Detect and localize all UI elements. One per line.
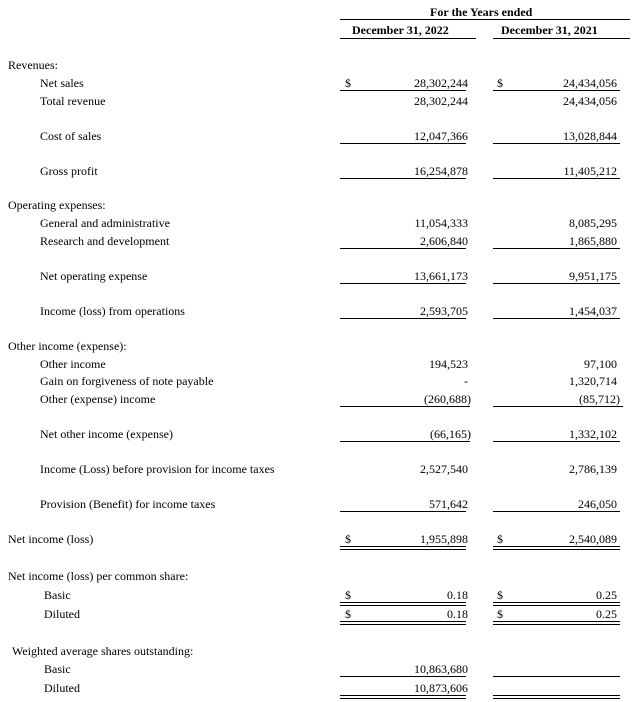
row-label: Total revenue [40, 94, 106, 108]
value-2022: 11,054,333 [414, 216, 468, 230]
currency-symbol: $ [497, 588, 503, 602]
row-label: Other income [40, 357, 106, 371]
value-2021: 24,434,056 [563, 76, 617, 90]
double-rule [340, 695, 466, 699]
section-revenues: Revenues: [8, 58, 58, 72]
currency-symbol: $ [497, 607, 503, 621]
row-label: Basic [44, 662, 71, 676]
value-2022: 10,873,606 [414, 681, 468, 695]
double-rule [493, 546, 620, 550]
rule [493, 441, 620, 442]
currency-symbol: $ [345, 607, 351, 621]
row-label: Gain on forgiveness of note payable [40, 374, 214, 388]
value-2021: 13,028,844 [563, 129, 617, 143]
value-2021: 1,454,037 [569, 304, 617, 318]
value-2021: 97,100 [584, 357, 617, 371]
rule [493, 318, 620, 319]
row-label: Gross profit [40, 164, 98, 178]
row-label: Basic [44, 588, 71, 602]
value-2022: 28,302,244 [414, 94, 468, 108]
value-2022: 0.18 [447, 607, 468, 621]
currency-symbol: $ [345, 588, 351, 602]
value-2021: 1,320,714 [569, 374, 617, 388]
col-rule-2021 [493, 38, 630, 39]
row-label-net-income: Net income (loss) [8, 532, 94, 546]
rule [340, 318, 466, 319]
value-2021: 9,951,175 [569, 269, 617, 283]
value-2021: 8,085,295 [569, 216, 617, 230]
rule [340, 511, 466, 512]
currency-symbol: $ [497, 532, 503, 546]
row-label: Income (loss) from operations [40, 304, 185, 318]
section-eps: Net income (loss) per common share: [8, 569, 189, 583]
row-label: General and administrative [40, 216, 170, 230]
value-2022: 1,955,898 [420, 532, 468, 546]
value-2021: (85,712) [579, 392, 620, 406]
rule [340, 676, 466, 677]
value-2022: 16,254,878 [414, 164, 468, 178]
value-2022: 12,047,366 [414, 129, 468, 143]
row-label: Net sales [40, 76, 84, 90]
rule [493, 511, 620, 512]
value-2021: 0.25 [596, 607, 617, 621]
row-label: Net operating expense [40, 269, 148, 283]
rule [340, 248, 466, 249]
rule [493, 283, 620, 284]
value-2022: 571,642 [429, 497, 468, 511]
value-2022: (260,688) [424, 392, 471, 406]
value-2022: 13,661,173 [414, 269, 468, 283]
rule [493, 178, 620, 179]
value-2021: 246,050 [578, 497, 617, 511]
value-2021: 2,786,139 [569, 462, 617, 476]
rule [493, 406, 623, 407]
row-label: Research and development [40, 234, 170, 248]
section-operating-expenses: Operating expenses: [8, 198, 106, 212]
rule [340, 441, 470, 442]
row-label: Income (Loss) before provision for income taxes [40, 462, 275, 476]
double-rule [340, 602, 466, 606]
col-header-2021: December 31, 2021 [501, 23, 598, 37]
double-rule [493, 621, 620, 625]
value-2021: 1,332,102 [569, 427, 617, 441]
rule [493, 90, 620, 91]
col-header-2022: December 31, 2022 [352, 23, 449, 37]
value-2022: - [464, 374, 468, 388]
double-rule [340, 546, 466, 550]
value-2022: 2,527,540 [420, 462, 468, 476]
section-other-income: Other income (expense): [8, 339, 127, 353]
value-2022: 194,523 [429, 357, 468, 371]
row-label: Other (expense) income [40, 392, 156, 406]
rule [493, 143, 620, 144]
rule [340, 178, 466, 179]
double-rule [340, 621, 466, 625]
value-2022: 2,606,840 [420, 234, 468, 248]
value-2021: 24,434,056 [563, 94, 617, 108]
currency-symbol: $ [497, 76, 503, 90]
header-rule [340, 19, 630, 20]
double-rule [493, 602, 620, 606]
rule [340, 143, 466, 144]
rule [493, 676, 620, 677]
rule [340, 406, 470, 407]
row-label: Diluted [44, 681, 80, 695]
value-2022: 10,863,680 [414, 662, 468, 676]
value-2022: 28,302,244 [414, 76, 468, 90]
value-2021: 2,540,089 [569, 532, 617, 546]
section-weighted-shares: Weighted average shares outstanding: [12, 644, 194, 658]
rule [493, 248, 620, 249]
currency-symbol: $ [345, 76, 351, 90]
rule [340, 283, 466, 284]
rule [340, 90, 466, 91]
row-label: Cost of sales [40, 129, 102, 143]
currency-symbol: $ [345, 532, 351, 546]
row-label: Net other income (expense) [40, 427, 173, 441]
value-2021: 11,405,212 [563, 164, 617, 178]
value-2021: 1,865,880 [569, 234, 617, 248]
row-label: Provision (Benefit) for income taxes [40, 497, 216, 511]
value-2022: (66,165) [430, 427, 471, 441]
col-rule-2022 [340, 38, 476, 39]
row-label: Diluted [44, 607, 80, 621]
value-2022: 2,593,705 [420, 304, 468, 318]
value-2022: 0.18 [447, 588, 468, 602]
period-header: For the Years ended [430, 5, 533, 19]
double-rule [493, 695, 620, 699]
value-2021: 0.25 [596, 588, 617, 602]
